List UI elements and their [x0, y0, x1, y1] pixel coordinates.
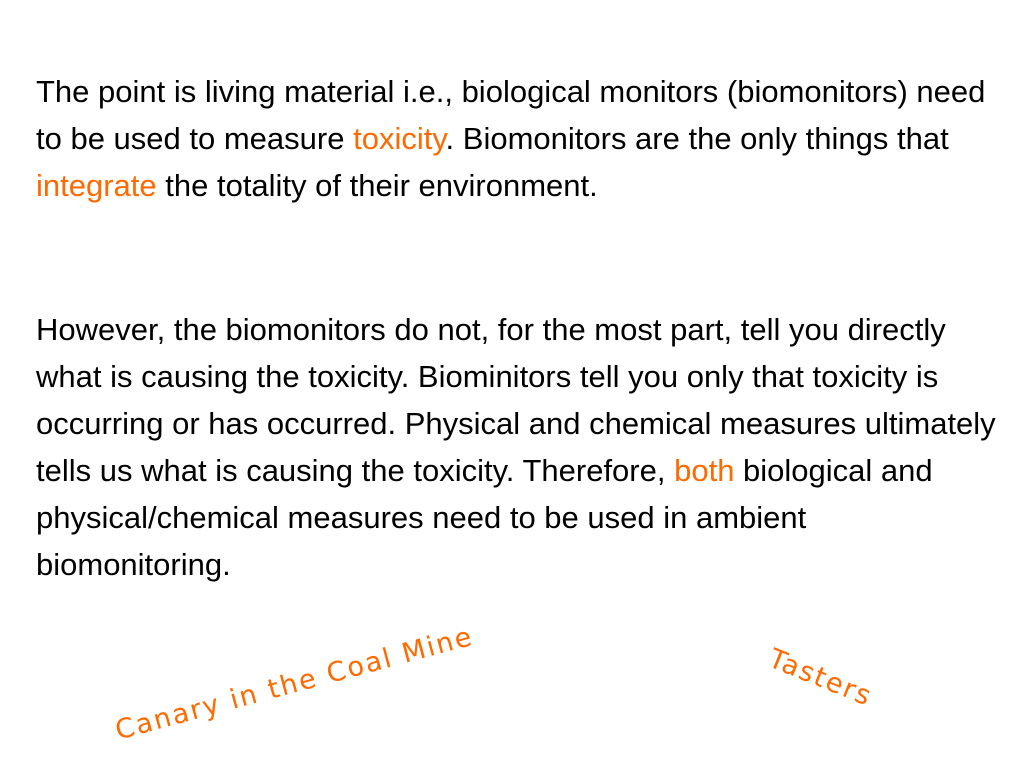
paragraph-biomonitors-limitations — [36, 306, 996, 588]
paragraph1-text-1: The point is living material i.e., biological monitors (biomonitors) need to be used to measure — [36, 74, 986, 156]
tasters-annotation: Tasters — [764, 643, 877, 713]
highlight-toxicity: toxicity — [353, 121, 446, 156]
paragraph1-text-3: the totality of their environment. — [156, 168, 598, 203]
paragraph1-text-2: . Biomonitors are the only things that — [445, 121, 949, 156]
highlight-integrate: integrate — [36, 168, 157, 203]
paragraph2-text-2: biological and physical/chemical measures need to be used in ambient biomonitoring. — [36, 453, 933, 582]
paragraph2-text-1: However, the biomonitors do not, for the most part, tell you directly what is causing the toxicity. Biominitors tell you only that toxicity is occurring or has occurred. Physical and chemical measures ultimately tells us what is causing the toxicity. Therefore, — [36, 312, 996, 488]
paragraph-biomonitors-purpose — [36, 68, 996, 209]
canary-annotation: Canary in the Coal Mine — [111, 620, 477, 747]
highlight-both: both — [674, 453, 735, 488]
